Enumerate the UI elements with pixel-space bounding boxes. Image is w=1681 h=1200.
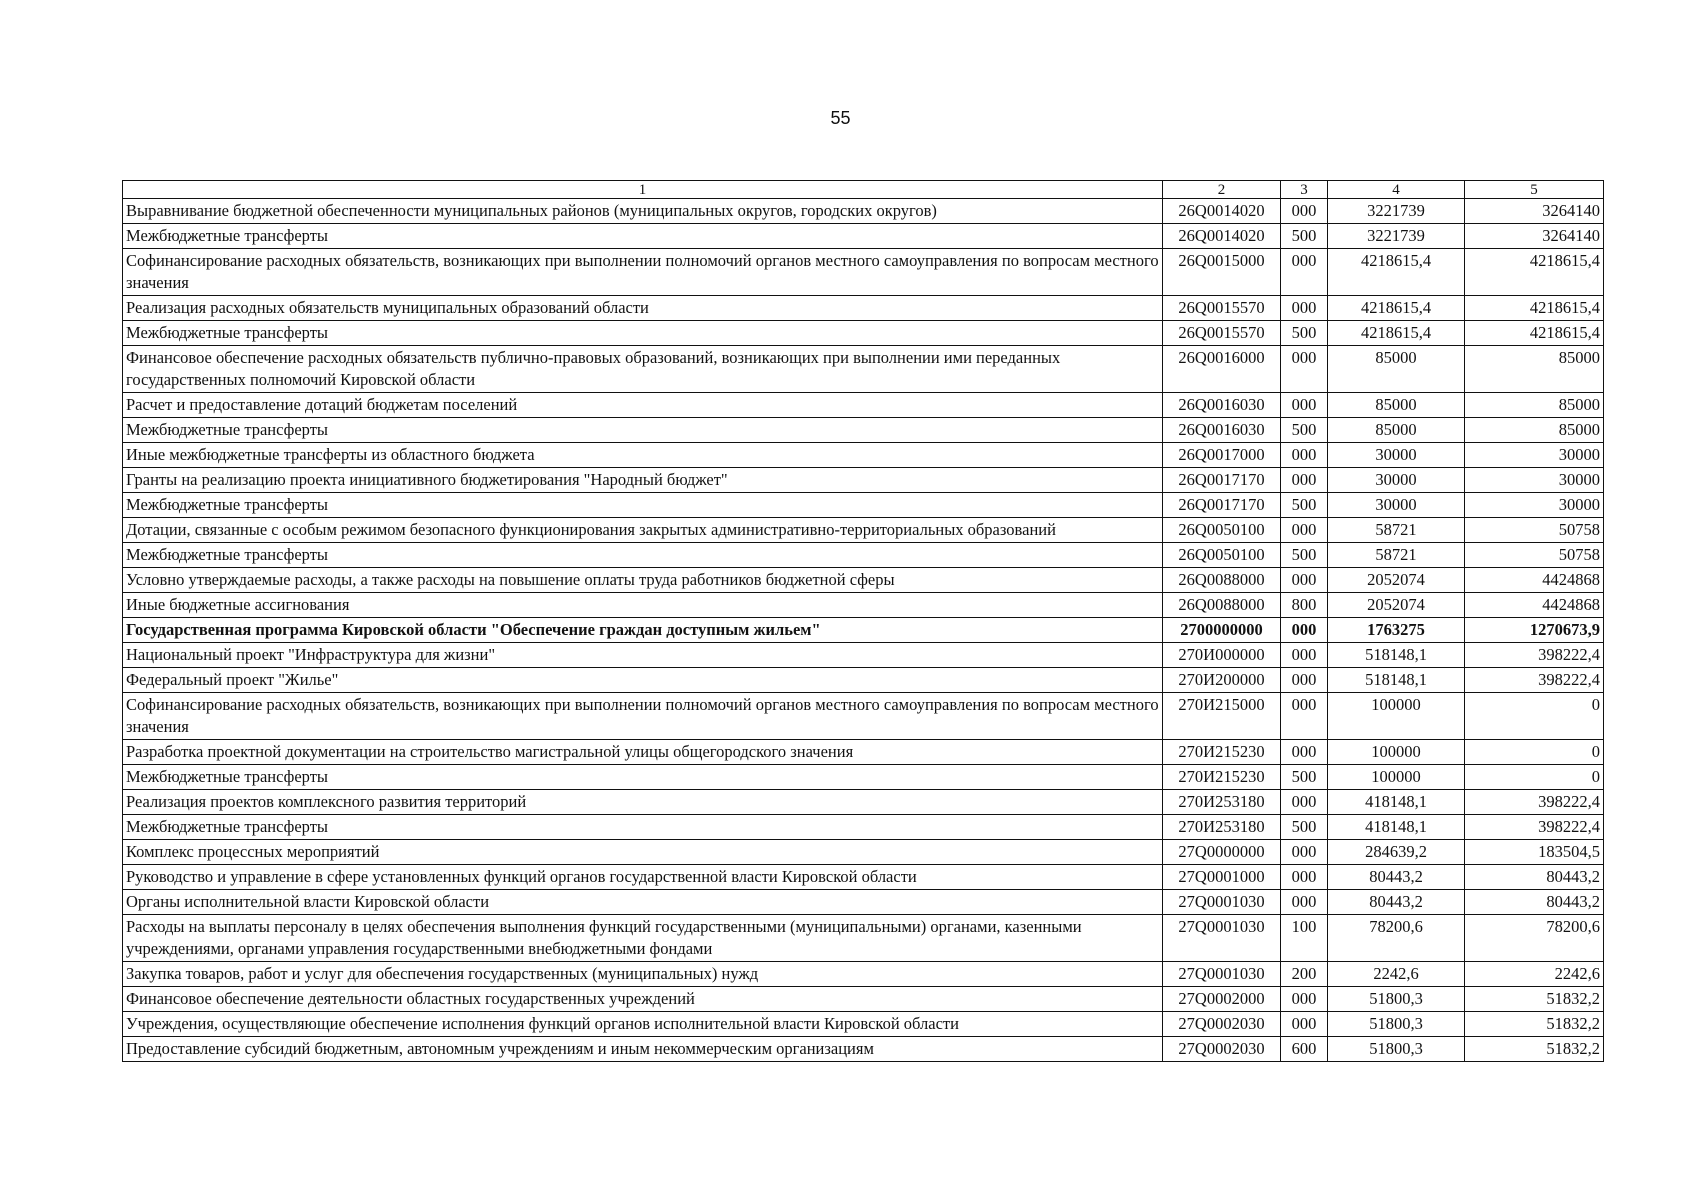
row-value-col4: 518148,1 [1328,643,1465,668]
row-value-col4: 518148,1 [1328,668,1465,693]
row-code: 26Q0014020 [1163,199,1281,224]
row-type: 000 [1281,693,1328,740]
row-value-col5: 3264140 [1465,199,1604,224]
row-value-col5: 4218615,4 [1465,321,1604,346]
row-type: 500 [1281,815,1328,840]
row-value-col5: 51832,2 [1465,1037,1604,1062]
row-code: 270И253180 [1163,790,1281,815]
row-value-col4: 78200,6 [1328,915,1465,962]
row-code: 270И253180 [1163,815,1281,840]
table-row [123,840,1604,865]
table-row [123,668,1604,693]
table-row [123,987,1604,1012]
row-name: Расходы на выплаты персоналу в целях обеспечения выполнения функций государственными (муниципальными) органами, казенными учреждениями, органами управления государственными внебюджетными фондами [123,915,1163,962]
row-name: Иные бюджетные ассигнования [123,593,1163,618]
table-row [123,962,1604,987]
table-row [123,296,1604,321]
row-value-col4: 51800,3 [1328,1037,1465,1062]
table-row [123,224,1604,249]
row-type: 100 [1281,915,1328,962]
row-value-col5: 30000 [1465,468,1604,493]
table-row [123,493,1604,518]
table-row [123,618,1604,643]
row-type: 500 [1281,418,1328,443]
row-name: Комплекс процессных мероприятий [123,840,1163,865]
row-value-col5: 398222,4 [1465,790,1604,815]
row-type: 000 [1281,296,1328,321]
row-value-col5: 80443,2 [1465,890,1604,915]
row-type: 600 [1281,1037,1328,1062]
row-value-col4: 85000 [1328,346,1465,393]
row-value-col4: 30000 [1328,468,1465,493]
row-name: Федеральный проект "Жилье" [123,668,1163,693]
table-row [123,593,1604,618]
row-value-col5: 3264140 [1465,224,1604,249]
row-type: 000 [1281,740,1328,765]
row-code: 26Q0015570 [1163,296,1281,321]
row-name: Руководство и управление в сфере установленных функций органов государственной власти Кировской области [123,865,1163,890]
row-code: 270И200000 [1163,668,1281,693]
row-value-col5: 4424868 [1465,568,1604,593]
row-value-col4: 2242,6 [1328,962,1465,987]
table-row [123,518,1604,543]
row-value-col5: 398222,4 [1465,668,1604,693]
row-value-col5: 30000 [1465,443,1604,468]
table-row [123,693,1604,740]
row-type: 000 [1281,568,1328,593]
row-name: Гранты на реализацию проекта инициативного бюджетирования "Народный бюджет" [123,468,1163,493]
row-type: 000 [1281,468,1328,493]
table-body [123,199,1604,1062]
row-code: 27Q0001000 [1163,865,1281,890]
row-code: 26Q0050100 [1163,543,1281,568]
row-code: 270И215000 [1163,693,1281,740]
row-name: Государственная программа Кировской области "Обеспечение граждан доступным жильем" [123,618,1163,643]
row-type: 000 [1281,199,1328,224]
row-name: Органы исполнительной власти Кировской области [123,890,1163,915]
row-code: 27Q0001030 [1163,915,1281,962]
row-value-col5: 78200,6 [1465,915,1604,962]
row-value-col4: 3221739 [1328,199,1465,224]
row-code: 27Q0002000 [1163,987,1281,1012]
row-type: 000 [1281,840,1328,865]
row-code: 26Q0017170 [1163,468,1281,493]
row-type: 000 [1281,346,1328,393]
row-value-col4: 30000 [1328,493,1465,518]
table-row [123,1037,1604,1062]
row-type: 500 [1281,321,1328,346]
row-name: Финансовое обеспечение расходных обязательств публично-правовых образований, возникающих при выполнении ими переданных государственных полномочий Кировской области [123,346,1163,393]
row-value-col4: 51800,3 [1328,987,1465,1012]
table-row [123,321,1604,346]
header-col-3: 3 [1281,181,1328,199]
table-row [123,765,1604,790]
row-value-col4: 100000 [1328,765,1465,790]
row-type: 500 [1281,224,1328,249]
row-name: Финансовое обеспечение деятельности областных государственных учреждений [123,987,1163,1012]
row-name: Закупка товаров, работ и услуг для обеспечения государственных (муниципальных) нужд [123,962,1163,987]
row-value-col4: 3221739 [1328,224,1465,249]
row-code: 27Q0001030 [1163,962,1281,987]
row-value-col5: 51832,2 [1465,1012,1604,1037]
row-value-col4: 85000 [1328,393,1465,418]
row-name: Выравнивание бюджетной обеспеченности муниципальных районов (муниципальных округов, городских округов) [123,199,1163,224]
row-code: 27Q0002030 [1163,1037,1281,1062]
row-code: 27Q0002030 [1163,1012,1281,1037]
row-type: 000 [1281,865,1328,890]
row-name: Межбюджетные трансферты [123,815,1163,840]
table-row [123,543,1604,568]
row-code: 26Q0016030 [1163,393,1281,418]
header-col-5: 5 [1465,181,1604,199]
table-row [123,443,1604,468]
row-value-col5: 0 [1465,765,1604,790]
row-code: 26Q0017170 [1163,493,1281,518]
row-code: 26Q0015570 [1163,321,1281,346]
row-value-col4: 418148,1 [1328,790,1465,815]
row-name: Реализация проектов комплексного развития территорий [123,790,1163,815]
row-value-col4: 4218615,4 [1328,296,1465,321]
row-type: 000 [1281,518,1328,543]
row-code: 26Q0016000 [1163,346,1281,393]
row-code: 270И215230 [1163,740,1281,765]
row-name: Учреждения, осуществляющие обеспечение исполнения функций органов исполнительной власти Кировской области [123,1012,1163,1037]
row-name: Межбюджетные трансферты [123,418,1163,443]
row-value-col4: 80443,2 [1328,890,1465,915]
row-code: 26Q0015000 [1163,249,1281,296]
row-value-col5: 1270673,9 [1465,618,1604,643]
row-name: Софинансирование расходных обязательств, возникающих при выполнении полномочий органов местного самоуправления по вопросам местного значения [123,249,1163,296]
row-value-col5: 85000 [1465,346,1604,393]
row-value-col5: 80443,2 [1465,865,1604,890]
header-row [123,181,1604,199]
row-code: 2700000000 [1163,618,1281,643]
row-value-col5: 4218615,4 [1465,249,1604,296]
row-type: 500 [1281,493,1328,518]
row-type: 000 [1281,987,1328,1012]
row-code: 26Q0017000 [1163,443,1281,468]
row-value-col4: 58721 [1328,518,1465,543]
row-value-col4: 4218615,4 [1328,249,1465,296]
row-value-col5: 183504,5 [1465,840,1604,865]
row-value-col5: 0 [1465,740,1604,765]
row-code: 27Q0001030 [1163,890,1281,915]
table-row [123,643,1604,668]
row-name: Межбюджетные трансферты [123,321,1163,346]
row-value-col4: 284639,2 [1328,840,1465,865]
row-name: Расчет и предоставление дотаций бюджетам поселений [123,393,1163,418]
row-value-col4: 80443,2 [1328,865,1465,890]
row-value-col4: 100000 [1328,740,1465,765]
header-col-2: 2 [1163,181,1281,199]
row-value-col5: 4424868 [1465,593,1604,618]
row-name: Софинансирование расходных обязательств, возникающих при выполнении полномочий органов местного самоуправления по вопросам местного значения [123,693,1163,740]
row-name: Реализация расходных обязательств муниципальных образований области [123,296,1163,321]
table-row [123,346,1604,393]
row-code: 270И215230 [1163,765,1281,790]
row-value-col4: 418148,1 [1328,815,1465,840]
row-name: Межбюджетные трансферты [123,765,1163,790]
row-name: Условно утверждаемые расходы, а также расходы на повышение оплаты труда работников бюджетной сферы [123,568,1163,593]
row-code: 26Q0016030 [1163,418,1281,443]
table-row [123,815,1604,840]
row-name: Иные межбюджетные трансферты из областного бюджета [123,443,1163,468]
row-value-col5: 51832,2 [1465,987,1604,1012]
row-type: 800 [1281,593,1328,618]
page-number: 55 [830,108,851,128]
row-type: 000 [1281,790,1328,815]
table-row [123,468,1604,493]
table-row [123,393,1604,418]
row-name: Разработка проектной документации на строительство магистральной улицы общегородского значения [123,740,1163,765]
row-code: 26Q0088000 [1163,593,1281,618]
table-row [123,199,1604,224]
row-code: 27Q0000000 [1163,840,1281,865]
row-code: 26Q0050100 [1163,518,1281,543]
row-type: 200 [1281,962,1328,987]
row-value-col4: 58721 [1328,543,1465,568]
row-type: 500 [1281,543,1328,568]
row-value-col4: 51800,3 [1328,1012,1465,1037]
row-value-col4: 85000 [1328,418,1465,443]
table-row [123,890,1604,915]
row-value-col5: 398222,4 [1465,643,1604,668]
row-type: 000 [1281,1012,1328,1037]
row-value-col4: 2052074 [1328,593,1465,618]
row-value-col4: 100000 [1328,693,1465,740]
row-type: 000 [1281,643,1328,668]
header-col-1: 1 [123,181,1163,199]
row-value-col5: 398222,4 [1465,815,1604,840]
table-row [123,740,1604,765]
row-value-col5: 30000 [1465,493,1604,518]
row-value-col4: 30000 [1328,443,1465,468]
row-code: 26Q0088000 [1163,568,1281,593]
row-type: 000 [1281,668,1328,693]
row-value-col5: 0 [1465,693,1604,740]
row-name: Дотации, связанные с особым режимом безопасного функционирования закрытых административно-территориальных образований [123,518,1163,543]
row-type: 000 [1281,393,1328,418]
header-col-4: 4 [1328,181,1465,199]
table-row [123,865,1604,890]
row-value-col4: 2052074 [1328,568,1465,593]
table-row [123,915,1604,962]
row-value-col5: 85000 [1465,418,1604,443]
row-value-col5: 2242,6 [1465,962,1604,987]
row-type: 000 [1281,443,1328,468]
row-type: 500 [1281,765,1328,790]
row-type: 000 [1281,249,1328,296]
table-row [123,790,1604,815]
row-value-col4: 4218615,4 [1328,321,1465,346]
table-row [123,568,1604,593]
row-value-col5: 50758 [1465,543,1604,568]
row-type: 000 [1281,618,1328,643]
row-name: Предоставление субсидий бюджетным, автономным учреждениям и иным некоммерческим организациям [123,1037,1163,1062]
row-name: Национальный проект "Инфраструктура для жизни" [123,643,1163,668]
table-row [123,249,1604,296]
row-value-col5: 4218615,4 [1465,296,1604,321]
row-value-col5: 50758 [1465,518,1604,543]
budget-table [122,180,1604,1062]
row-value-col5: 85000 [1465,393,1604,418]
row-code: 270И000000 [1163,643,1281,668]
table-row [123,1012,1604,1037]
row-name: Межбюджетные трансферты [123,224,1163,249]
row-name: Межбюджетные трансферты [123,493,1163,518]
row-type: 000 [1281,890,1328,915]
row-name: Межбюджетные трансферты [123,543,1163,568]
row-value-col4: 1763275 [1328,618,1465,643]
table-row [123,418,1604,443]
row-code: 26Q0014020 [1163,224,1281,249]
